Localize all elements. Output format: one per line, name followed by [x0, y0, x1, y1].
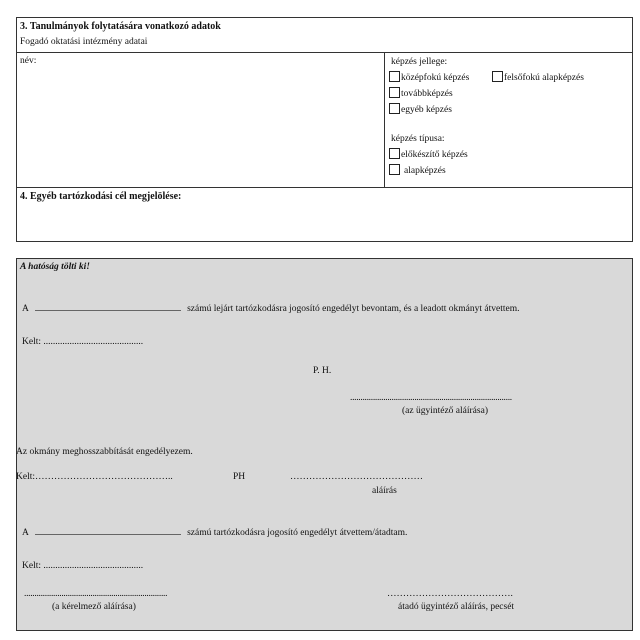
signature-label-2: aláírás — [372, 486, 397, 496]
officer-signature-line: .............................................................................. — [350, 393, 512, 403]
transferring-officer-signature-line: …………………………………. — [387, 589, 513, 599]
revocation-line — [22, 302, 520, 314]
checkbox-further-training[interactable] — [389, 87, 400, 98]
option-further-training[interactable] — [389, 87, 453, 99]
signature-line-2: …………………………………… — [290, 472, 423, 482]
checkbox-preparatory[interactable] — [389, 148, 400, 159]
checkbox-secondary[interactable] — [389, 71, 400, 82]
option-further-training-label: továbbképzés — [401, 89, 453, 99]
date-line-2: Kelt:…………………………………….. — [16, 472, 173, 482]
handover-prefix: A — [22, 528, 29, 538]
handover-text: számú tartózkodásra jogosító engedélyt átvettem/átadtam. — [187, 528, 408, 538]
section4-title: 4. Egyéb tartózkodási cél megjelölése: — [20, 191, 182, 202]
section3-title: 3. Tanulmányok folytatására vonatkozó adatok — [20, 21, 221, 32]
option-basic[interactable] — [389, 164, 446, 176]
revocation-text: számú lejárt tartózkodásra jogosító engedélyt bevontam, és a leadott okmányt átvettem. — [187, 304, 520, 314]
section3-subtitle: Fogadó oktatási intézmény adatai — [20, 37, 148, 47]
training-nature-label: képzés jellege: — [391, 57, 448, 67]
option-other-training[interactable] — [389, 103, 452, 115]
permit-number-field-1[interactable] — [35, 302, 181, 311]
training-type-label: képzés típusa: — [391, 134, 445, 144]
handover-line — [22, 526, 407, 538]
option-preparatory[interactable] — [389, 148, 468, 160]
date-line-1: Kelt: .......................................... — [22, 337, 144, 347]
officer-signature-label: (az ügyintéző aláírása) — [402, 406, 488, 416]
applicant-signature-line: ..................................................................... — [24, 589, 168, 599]
extension-approval-text: Az okmány meghosszabbítását engedélyezem. — [16, 447, 193, 457]
option-basic-label: alapképzés — [404, 166, 446, 176]
option-secondary[interactable] — [389, 71, 469, 83]
option-higher-ed-label: felsőfokú alapképzés — [504, 73, 584, 83]
applicant-signature-label: (a kérelmező aláírása) — [52, 602, 136, 612]
revocation-prefix: A — [22, 304, 29, 314]
option-higher-ed[interactable] — [492, 71, 584, 83]
checkbox-higher-ed[interactable] — [492, 71, 503, 82]
authority-heading: A hatóság tölti ki! — [20, 262, 90, 272]
stamp-placeholder-1: P. H. — [313, 366, 332, 376]
checkbox-basic[interactable] — [389, 164, 400, 175]
date-line-3: Kelt: .......................................... — [22, 561, 144, 571]
section3-column-divider — [384, 52, 385, 188]
option-preparatory-label: előkészítő képzés — [401, 150, 468, 160]
transferring-officer-signature-label: átadó ügyintéző aláírás, pecsét — [398, 602, 515, 612]
section3-header-divider — [16, 52, 633, 53]
checkbox-other-training[interactable] — [389, 103, 400, 114]
option-secondary-label: középfokú képzés — [401, 73, 470, 83]
option-other-training-label: egyéb képzés — [401, 105, 452, 115]
name-label: név: — [20, 56, 37, 66]
stamp-placeholder-2: PH — [233, 472, 246, 482]
permit-number-field-2[interactable] — [35, 526, 181, 535]
